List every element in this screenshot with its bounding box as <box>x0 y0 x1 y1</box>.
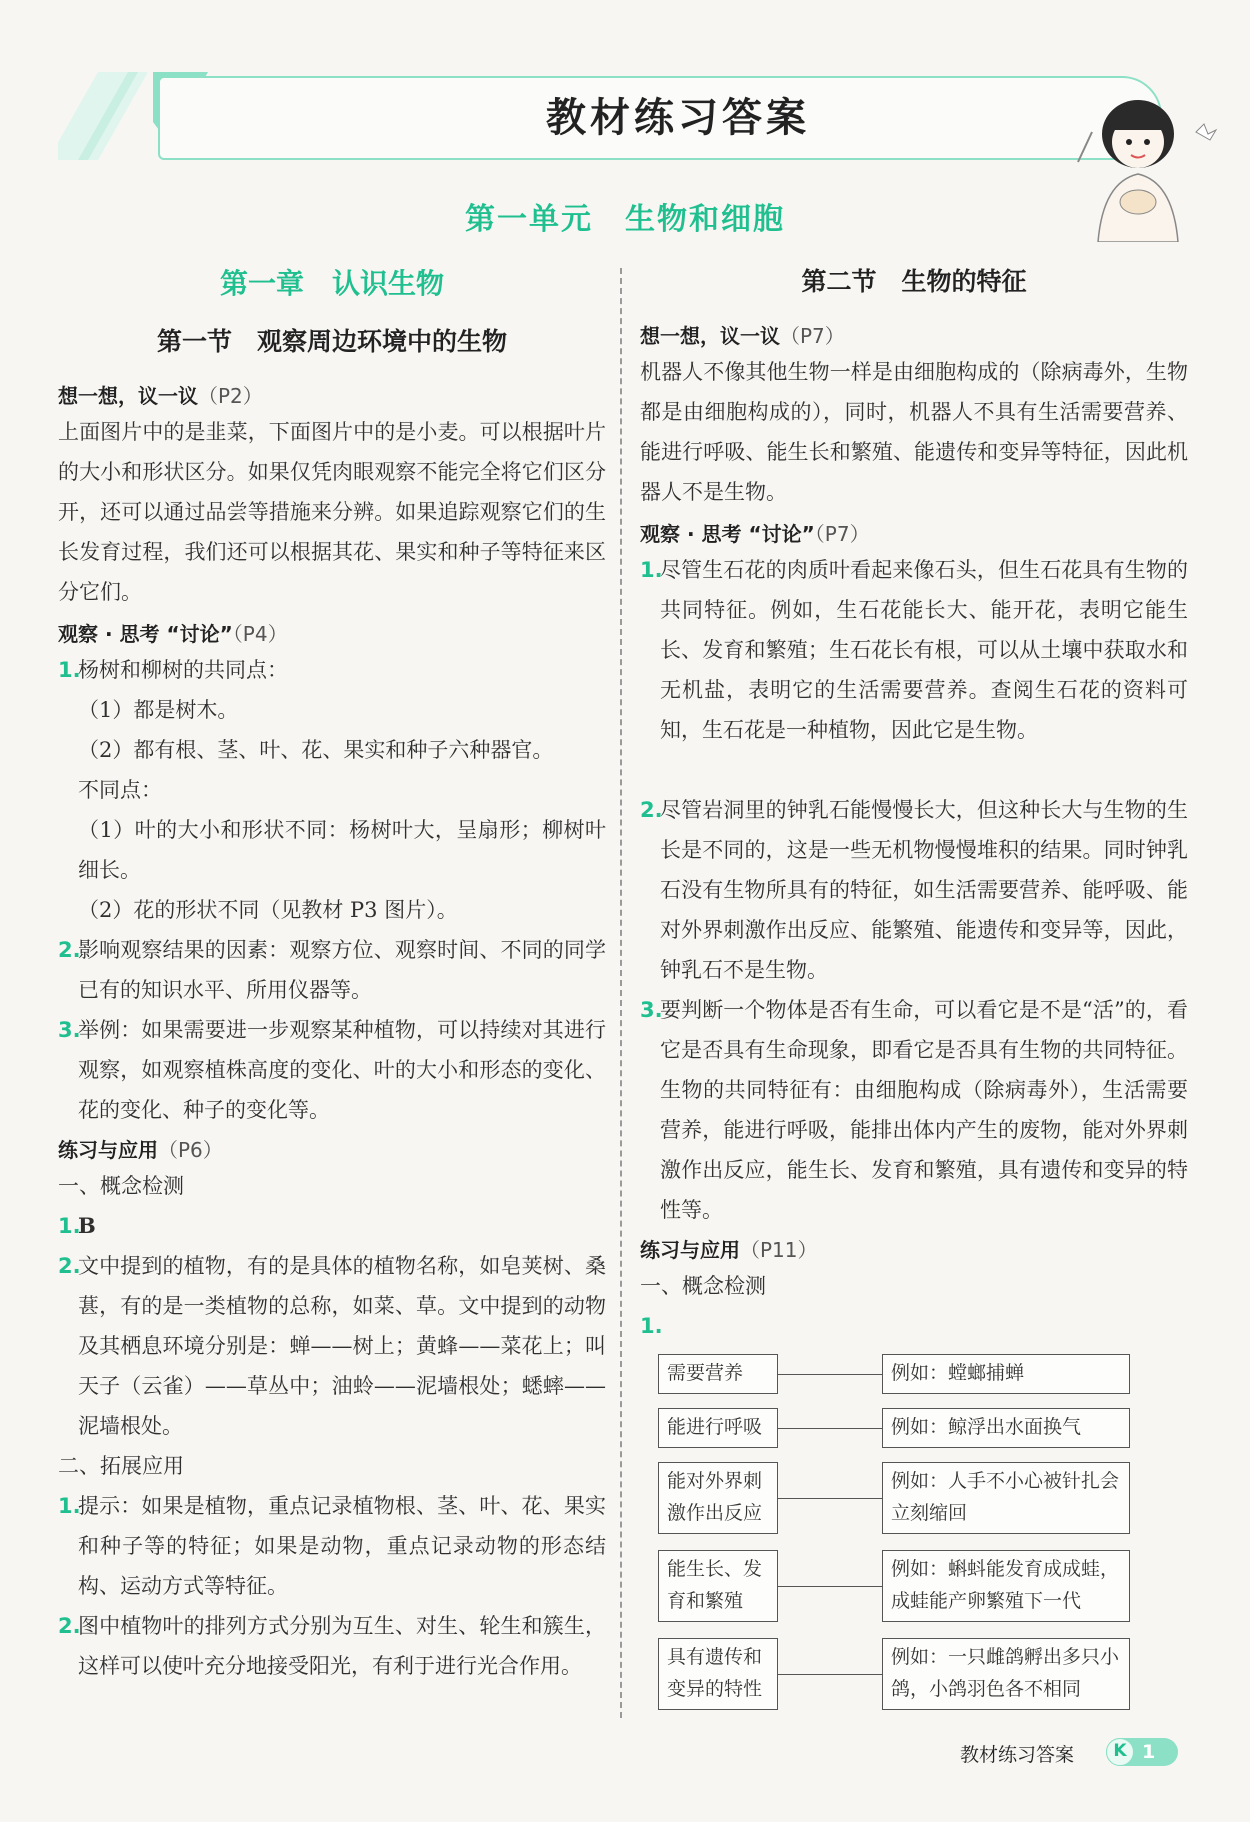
subheading: 一、概念检测 <box>640 1274 766 1298</box>
list-item: 1. 尽管生石花的肉质叶看起来像石头，但生石花具有生物的共同特征。例如，生石花能长大、能开花，表明它能生长、发育和繁殖；生石花长有根，可以从土壤中获取水和无机盐，表明它的生活需要营养。查阅生石花的资料可知，生石花是一种植物，因此它是生物。 <box>640 558 1188 742</box>
example-box: 例如：一只雌鸽孵出多只小鸽，小鸽羽色各不相同 <box>882 1638 1130 1710</box>
match-line <box>778 1428 882 1429</box>
example-box: 例如：蝌蚪能发育成成蛙，成蛙能产卵繁殖下一代 <box>882 1550 1130 1622</box>
list-item: 1. 杨树和柳树的共同点： <box>58 658 288 682</box>
footer-label: 教材练习答案 <box>960 1744 1075 1766</box>
subheading: 二、拓展应用 <box>58 1454 184 1478</box>
list-item: 2. 尽管岩洞里的钟乳石能慢慢长大，但这种长大与生物的生长是不同的，这是一些无机物慢慢堆积的结果。同时钟乳石没有生物所具有的特征，如生活需要营养、能呼吸、能对外界刺激作出反应、能繁殖、能遗传和变异等，因此，钟乳石不是生物。 <box>640 798 1188 982</box>
list-subitem: 不同点： <box>78 778 162 802</box>
heading-observe-think: 观察 · 思考 “讨论”（P4） <box>58 622 288 646</box>
list-item: 2. 影响观察结果的因素：观察方位、观察时间、不同的同学已有的知识水平、所用仪器等。 <box>58 938 606 1002</box>
heading-observe-think: 观察 · 思考 “讨论”（P7） <box>640 522 870 546</box>
banner-title: 教材练习答案 <box>546 95 810 141</box>
heading-think-discuss: 想一想，议一议（P2） <box>58 384 263 408</box>
unit-title: 第一单元 生物和细胞 <box>465 202 785 237</box>
trait-box: 能进行呼吸 <box>658 1408 778 1448</box>
list-item: 2. 图中植物叶的排列方式分别为互生、对生、轮生和簇生，这样可以使叶充分地接受阳光，有利于进行光合作用。 <box>58 1614 606 1678</box>
list-item: 1. B <box>58 1213 96 1238</box>
paragraph: 机器人不像其他生物一样是由细胞构成的（除病毒外，生物都是由细胞构成的），同时，机器人不具有生活需要营养、能进行呼吸、能生长和繁殖、能遗传和变异等特征，因此机器人不是生物。 <box>640 360 1188 504</box>
trait-box: 能对外界刺激作出反应 <box>658 1462 778 1534</box>
match-line <box>778 1674 882 1675</box>
heading-practice: 练习与应用（P6） <box>58 1138 223 1162</box>
trait-box: 需要营养 <box>658 1354 778 1394</box>
chapter-title: 第一章 认识生物 <box>219 267 444 300</box>
list-subitem: （1）叶的大小和形状不同：杨树叶大，呈扇形；柳树叶细长。 <box>78 818 606 882</box>
list-subitem: （2）都有根、茎、叶、花、果实和种子六种器官。 <box>78 738 554 762</box>
trait-box: 具有遗传和变异的特性 <box>658 1638 778 1710</box>
match-line <box>778 1498 882 1499</box>
list-subitem: （2）花的形状不同（见教材 P3 图片）。 <box>78 898 458 922</box>
list-item: 2. 文中提到的植物，有的是具体的植物名称，如皂荚树、桑葚，有的是一类植物的总称，如菜、草。文中提到的动物及其栖息环境分别是：蝉——树上；黄蜂——菜花上；叫天子（云雀）——草丛中；油蛉——泥墙根处；蟋蟀——泥墙根处。 <box>58 1254 606 1438</box>
trait-box: 能生长、发育和繁殖 <box>658 1550 778 1622</box>
example-box: 例如：人手不小心被针扎会立刻缩回 <box>882 1462 1130 1534</box>
example-box: 例如：鲸浮出水面换气 <box>882 1408 1130 1448</box>
list-item: 3. 要判断一个物体是否有生命，可以看它是不是“活”的，看它是否具有生命现象，即看它是否具有生物的共同特征。生物的共同特征有：由细胞构成（除病毒外），生活需要营养，能进行呼吸，能排出体内产生的废物，能对外界刺激作出反应，能生长、发育和繁殖，具有遗传和变异的特性等。 <box>640 998 1188 1222</box>
answer-page: 教材练习答案 第一单元 生物和细胞 第一章 认识生物 第一节 观察周边环境中的生物 想一想，议一议（P2） 上面图片中的是韭菜，下面图片中的是小麦。可以根据叶片的大小和形状区分。如果仅凭肉眼观察不能完全将它们区分开，还可以通过品尝等措施来分辨。如果追踪观察它们的生长发育过程，我们还可以根据其花、果实和种子等特征来区分它们。 观察 · 思考 “讨论”（P4） 1. 杨树和柳树的共同点： （1）都是树木。 （2）都有根、茎、叶、花、果实和种子六种器官。 不同点： （1）叶的大小和形状不同：杨树叶大，呈扇形；柳树叶细长。 （2）花的形状不同（见教材 P3 图片）。 2. 影响观察结果的因素：观察方位、观察时间、不同的同学已有的知识水平、所用仪器等。 3. 举例：如果需要进一步观察某种植物，可以持续对其进行观察，如观察植株高度的变化、叶的大小和形态的变化、花的变化、种子的变化等。 练习与应用（P6） 一、概念检测 1. B 2. 文中提到的植物，有的是具体的植物名称，如皂荚树、桑葚，有的是一类植物的总称，如菜、草。文中提到的动物及其栖息环境分别是：蝉——树上；黄蜂——菜花上；叫天子（云雀）——草丛中；油蛉——泥墙根处；蟋蟀——泥墙根处。 二、拓展应用 1. 提示：如果是植物，重点记录植物根、茎、叶、花、果实和种子等的特征；如果是动物，重点记录动物的形态结构、运动方式等特征。 2. 图中植物叶的排列方式分别为互生、对生、轮生和簇生，这样可以使叶充分地接受阳光，有利于进行光合作用。 第二节 生物的特征 想一想，议一议（P7） 机器人不像其他生物一样是由细胞构成的（除病毒外，生物都是由细胞构成的），同时，机器人不具有生活需要营养、能进行呼吸、能生长和繁殖、能遗传和变异等特征，因此机器人不是生物。 观察 · 思考 “讨论”（P7） 1. 尽管生石花的肉质叶看起来像石头，但生石花具有生物的共同特征。例如，生石花能长大、能开花，表明它能生长、发育和繁殖；生石花长有根，可以从土壤中获取水和无机盐，表明它的生活需要营养。查阅生石花的资料可知，生石花是一种植物，因此它是生物。 2. 尽管岩洞里的钟乳石能慢慢长大，但这种长大与生物的生长是不同的，这是一些无机物慢慢堆积的结果。同时钟乳石没有生物所具有的特征，如生活需要营养、能呼吸、能对外界刺激作出反应、能繁殖、能遗传和变异等，因此，钟乳石不是生物。 3. 要判断一个物体是否有生命，可以看它是不是“活”的，看它是否具有生命现象，即看它是否具有生物的共同特征。生物的共同特征有：由细胞构成（除病毒外），生活需要营养，能进行呼吸，能排出体内产生的废物，能对外界刺激作出反应，能生长、发育和繁殖，具有遗传和变异的特性等。 练习与应用（P11） 一、概念检测 1. 需要营养 能进行呼吸 能对外界刺激作出反应 能生长、发育和繁殖 具有遗传和变异的特性 例如：螳螂捕蝉 例如：鲸浮出水面换气 例如：人手不小心被针扎会立刻缩回 例如：蝌蚪能发育成成蛙，成蛙能产卵繁殖下一代 例如：一只雌鸽孵出多只小鸽，小鸽羽色各不相同 教材练习答案 K 1 <box>0 0 1250 1822</box>
example-box: 例如：螳螂捕蝉 <box>882 1354 1130 1394</box>
heading-think-discuss: 想一想，议一议（P7） <box>640 324 845 348</box>
subheading: 一、概念检测 <box>58 1174 184 1198</box>
column-divider <box>620 268 622 1718</box>
list-subitem: （1）都是树木。 <box>78 698 239 722</box>
list-item: 1. 提示：如果是植物，重点记录植物根、茎、叶、花、果实和种子等的特征；如果是动物，重点记录动物的形态结构、运动方式等特征。 <box>58 1494 606 1598</box>
header-banner <box>58 72 1178 160</box>
heading-practice: 练习与应用（P11） <box>640 1238 818 1262</box>
section-title: 第一节 观察周边环境中的生物 <box>156 327 507 356</box>
page-number: 1 <box>1142 1741 1156 1763</box>
list-item: 3. 举例：如果需要进一步观察某种植物，可以持续对其进行观察，如观察植株高度的变化、叶的大小和形态的变化、花的变化、种子的变化等。 <box>58 1018 606 1122</box>
section-title: 第二节 生物的特征 <box>801 267 1027 296</box>
match-line <box>778 1374 882 1375</box>
match-line <box>778 1586 882 1587</box>
paragraph: 上面图片中的是韭菜，下面图片中的是小麦。可以根据叶片的大小和形状区分。如果仅凭肉眼观察不能完全将它们区分开，还可以通过品尝等措施来分辨。如果追踪观察它们的生长发育过程，我们还可以根据其花、果实和种子等特征来区分它们。 <box>58 420 606 604</box>
k-badge-icon: K <box>1106 1738 1134 1766</box>
